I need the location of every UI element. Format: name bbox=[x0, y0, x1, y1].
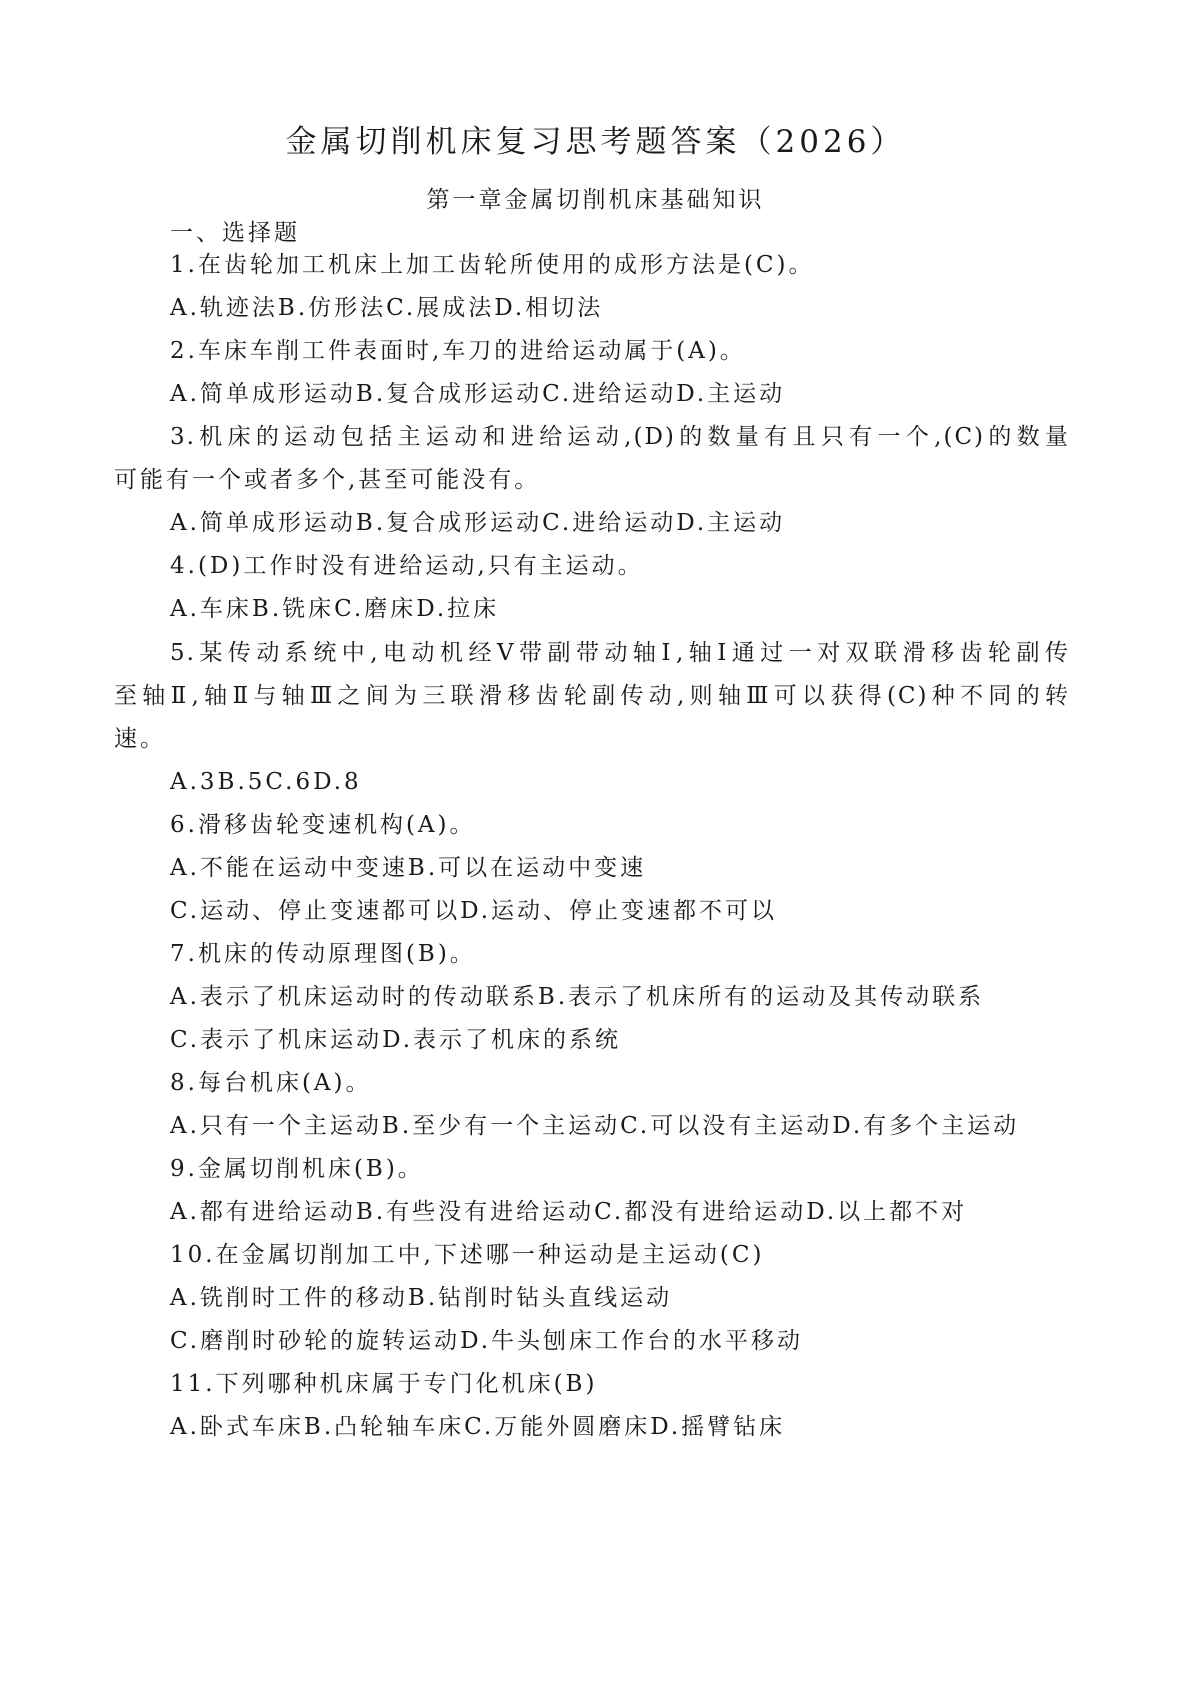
answer-options: A.3B.5C.6D.8 bbox=[170, 769, 362, 795]
question-text: 4.(D)工作时没有进给运动,只有主运动。 bbox=[170, 553, 644, 579]
answer-options: A.都有进给运动B.有些没有进给运动C.都没有进给运动D.以上都不对 bbox=[170, 1199, 968, 1225]
question-text: 5.某传动系统中,电动机经V带副带动轴Ⅰ,轴Ⅰ通过一对双联滑移齿轮副传 bbox=[170, 640, 1070, 666]
answer-options: A.不能在运动中变速B.可以在运动中变速 bbox=[170, 855, 647, 881]
question-text: 9.金属切削机床(B)。 bbox=[170, 1156, 424, 1182]
answer-options: A.表示了机床运动时的传动联系B.表示了机床所有的运动及其传动联系 bbox=[170, 984, 985, 1010]
section-heading: 一、选择题 bbox=[170, 220, 300, 246]
question-text: 6.滑移齿轮变速机构(A)。 bbox=[170, 812, 476, 838]
answer-options: A.车床B.铣床C.磨床D.拉床 bbox=[170, 596, 500, 622]
question-text: 3.机床的运动包括主运动和进给运动,(D)的数量有且只有一个,(C)的数量 bbox=[170, 424, 1070, 450]
answer-options: A.铣削时工件的移动B.钻削时钻头直线运动 bbox=[170, 1285, 673, 1311]
answer-options: C.运动、停止变速都可以D.运动、停止变速都不可以 bbox=[170, 898, 778, 924]
question-text: 10.在金属切削加工中,下述哪一种运动是主运动(C) bbox=[170, 1242, 765, 1268]
answer-options: A.简单成形运动B.复合成形运动C.进给运动D.主运动 bbox=[170, 381, 786, 407]
answer-options: A.轨迹法B.仿形法C.展成法D.相切法 bbox=[170, 295, 604, 321]
question-text: 2.车床车削工件表面时,车刀的进给运动属于(A)。 bbox=[170, 338, 746, 364]
answer-options: A.简单成形运动B.复合成形运动C.进给运动D.主运动 bbox=[170, 510, 786, 536]
question-text-continued: 可能有一个或者多个,甚至可能没有。 bbox=[114, 467, 541, 493]
chapter-heading: 第一章金属切削机床基础知识 bbox=[426, 187, 765, 213]
answer-options: A.只有一个主运动B.至少有一个主运动C.可以没有主运动D.有多个主运动 bbox=[170, 1113, 1020, 1139]
question-text: 11.下列哪种机床属于专门化机床(B) bbox=[170, 1371, 598, 1397]
question-text-continued: 速。 bbox=[114, 726, 166, 752]
document-title: 金属切削机床复习思考题答案（2026） bbox=[285, 124, 906, 160]
answer-options: C.磨削时砂轮的旋转运动D.牛头刨床工作台的水平移动 bbox=[170, 1328, 804, 1354]
question-text: 1.在齿轮加工机床上加工齿轮所使用的成形方法是(C)。 bbox=[170, 252, 815, 278]
answer-options: A.卧式车床B.凸轮轴车床C.万能外圆磨床D.摇臂钻床 bbox=[170, 1414, 786, 1440]
question-text-continued: 至轴Ⅱ,轴Ⅱ与轴Ⅲ之间为三联滑移齿轮副传动,则轴Ⅲ可以获得(C)种不同的转 bbox=[114, 683, 1070, 709]
answer-options: C.表示了机床运动D.表示了机床的系统 bbox=[170, 1027, 622, 1053]
question-text: 8.每台机床(A)。 bbox=[170, 1070, 372, 1096]
question-text: 7.机床的传动原理图(B)。 bbox=[170, 941, 476, 967]
